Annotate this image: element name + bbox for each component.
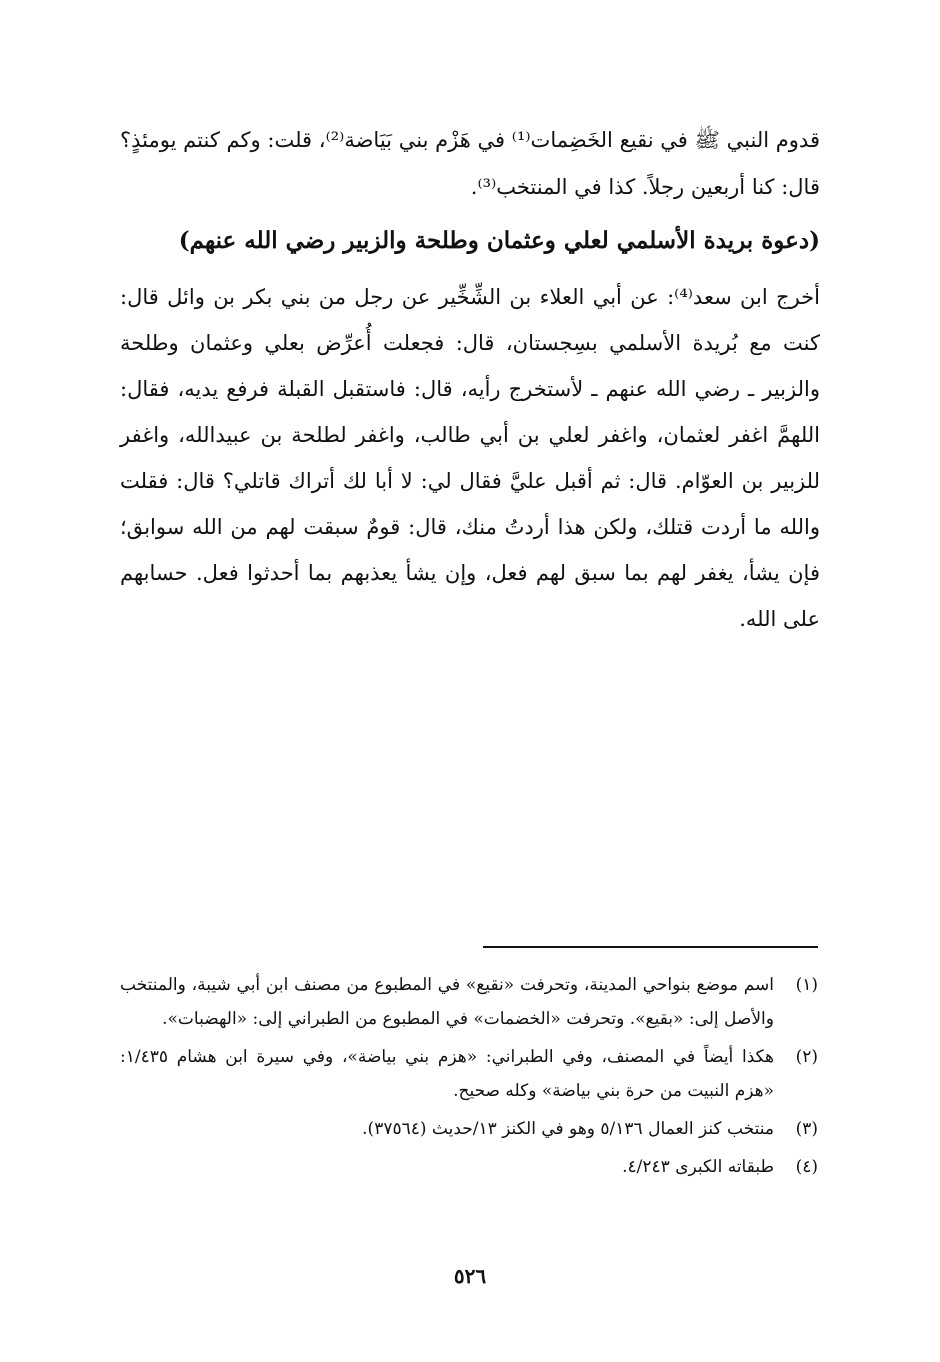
- footnote-text: هكذا أيضاً في المصنف، وفي الطبراني: «هزم بني بياضة»، وفي سيرة ابن هشام ١/٤٣٥: «هزم النبيت من حرة بني بياضة» وكله صحيح.: [120, 1047, 774, 1101]
- footnote-separator: [483, 946, 818, 948]
- footnote-3: [120, 1112, 818, 1146]
- footnote-text: طبقاته الكبرى ٤/٢٤٣.: [622, 1157, 774, 1177]
- footnote-number: (٣): [795, 1119, 818, 1139]
- main-text-block: [120, 117, 820, 642]
- main-paragraph: أخرج ابن سعد⁽⁴⁾: عن أبي العلاء بن الشِّخِّير عن رجل من بني بكر بن وائل قال: كنت مع بُريدة الأسلمي بسِجستان، قال: فجعلت أُعرِّض بعلي وعثمان وطلحة والزبير ـ رضي الله عنهم ـ لأستخرج رأيه، قال: فاستقبل القبلة فرفع يديه، فقال: اللهمَّ اغفر لعثمان، واغفر لعلي بن أبي طالب، واغفر لطلحة بن عبيدالله، واغفر للزبير بن العوّام. قال: ثم أقبل عليَّ فقال لي: لا أبا لك أتراك قاتلي؟ قال: فقلت والله ما أردت قتلك، ولكن هذا أردتُ منك، قال: قومٌ سبقت لهم من الله سوابق؛ فإن يشأ، يغفر لهم بما سبق لهم فعل، وإن يشأ يعذبهم بما أحدثوا فعل. حسابهم على الله.: [120, 285, 820, 631]
- footnote-text: اسم موضع بنواحي المدينة، وتحرفت «نقيع» في المطبوع من مصنف ابن أبي شيبة، والمنتخب والأصل إلى: «بقيع». وتحرفت «الخضمات» في المطبوع من الطبراني إلى: «الهضبات».: [120, 975, 774, 1029]
- footnote-1: [120, 968, 818, 1036]
- intro-paragraph: قدوم النبي ﷺ في نقيع الخَضِمات⁽¹⁾ في هَزْم بني بَيَاضة⁽²⁾، قلت: وكم كنتم يومئذٍ؟ قال: كنا أربعين رجلاً. كذا في المنتخب⁽³⁾.: [120, 128, 820, 199]
- footnote-number: (٢): [795, 1047, 818, 1067]
- footnotes: [120, 968, 818, 1188]
- footnote-4: [120, 1150, 818, 1184]
- page-number: ٥٢٦: [453, 1264, 487, 1288]
- footnote-number: (١): [795, 975, 818, 995]
- footnote-text: منتخب كنز العمال ٥/١٣٦ وهو في الكنز ١٣/حديث (٣٧٥٦٤).: [362, 1119, 774, 1139]
- footnote-2: [120, 1040, 818, 1108]
- section-heading: (دعوة بريدة الأسلمي لعلي وعثمان وطلحة والزبير رضي الله عنهم): [178, 227, 820, 254]
- footnote-number: (٤): [795, 1157, 818, 1177]
